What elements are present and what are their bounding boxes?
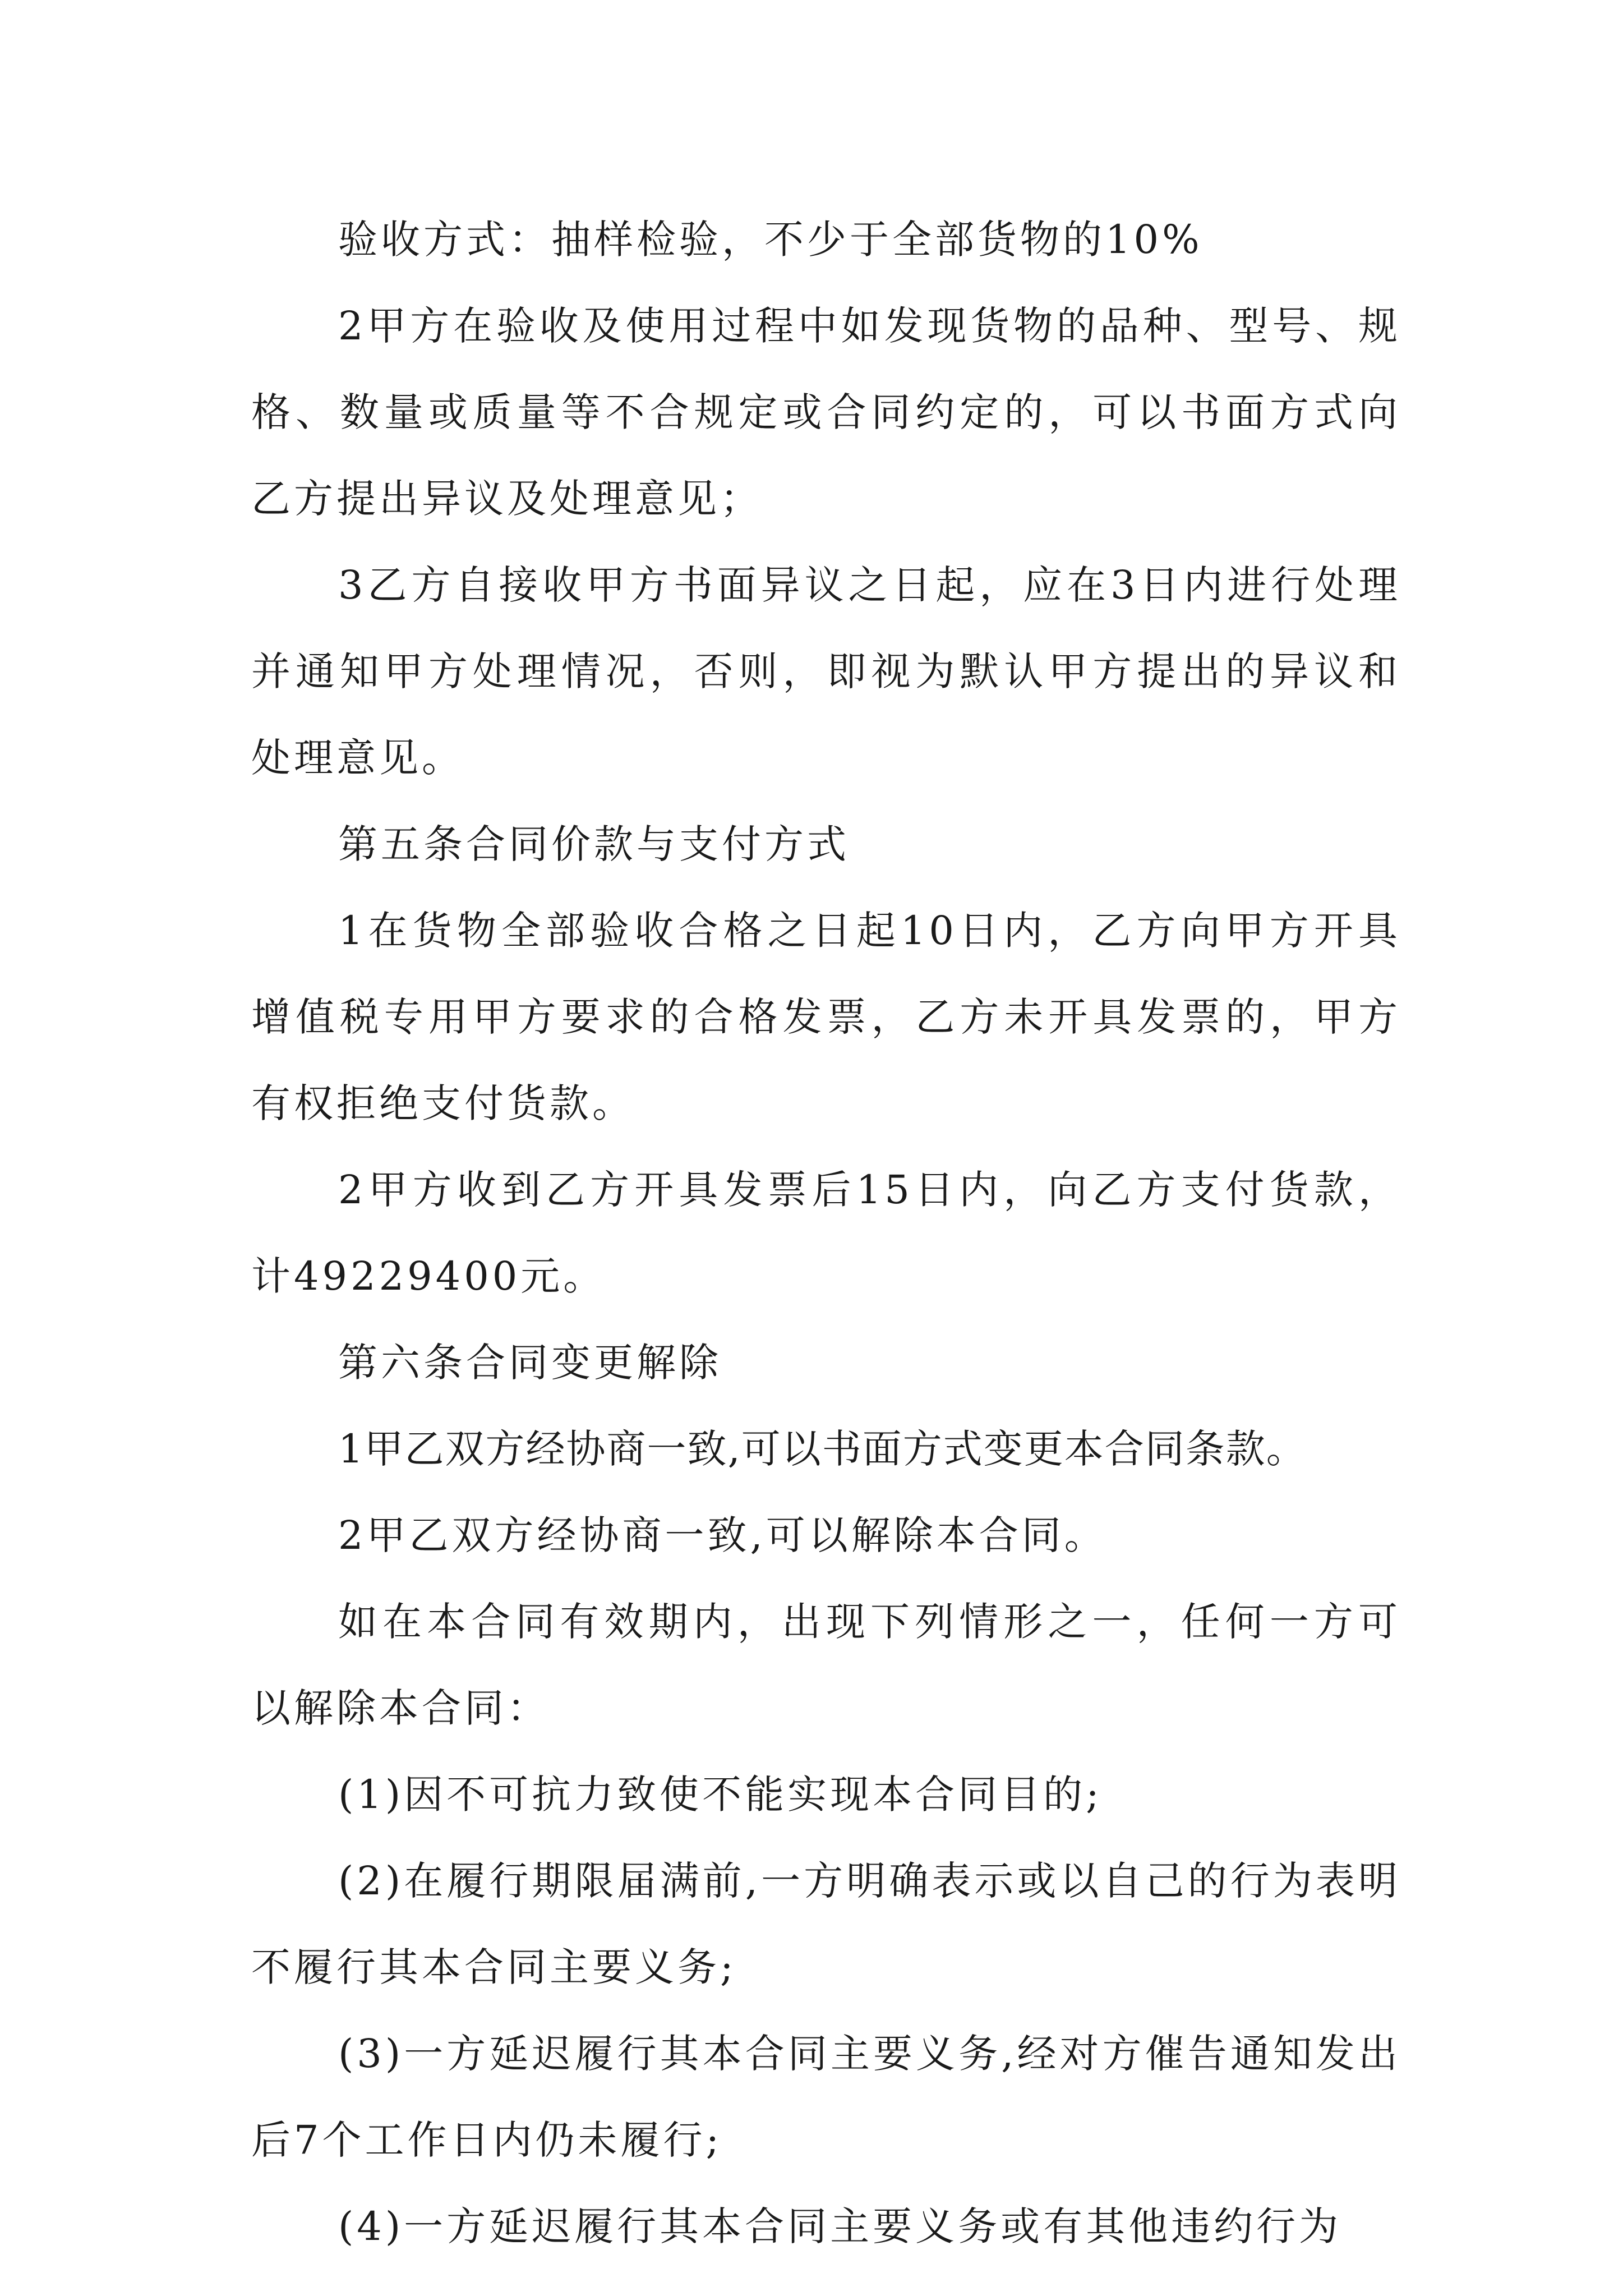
paragraph-acceptance-method: 验收方式：抽样检验，不少于全部货物的10%	[338, 217, 1203, 263]
paragraph-clause-5-2: 2甲方收到乙方开具发票后15日内，向乙方支付货款，计49229400元。	[251, 1167, 1401, 1299]
heading-article-5: 第五条合同价款与支付方式	[338, 821, 850, 867]
paragraph-termination-conditions: 如在本合同有效期内，出现下列情形之一，任何一方可以解除本合同：	[251, 1599, 1401, 1731]
paragraph-condition-1: (1)因不可抗力致使不能实现本合同目的;	[338, 1772, 1103, 1818]
paragraph-clause-6-2: 2甲乙双方经协商一致,可以解除本合同。	[338, 1512, 1107, 1558]
paragraph-clause-6-1: 1甲乙双方经协商一致,可以书面方式变更本合同条款。	[338, 1426, 1307, 1472]
paragraph-clause-5-1: 1在货物全部验收合格之日起10日内，乙方向甲方开具增值税专用甲方要求的合格发票，乙方未开具发票的，甲方有权拒绝支付货款。	[251, 908, 1401, 1126]
paragraph-condition-3: (3)一方延迟履行其本合同主要义务,经对方催告通知发出后7个工作日内仍未履行;	[251, 2031, 1401, 2163]
paragraph-condition-4: (4)一方延迟履行其本合同主要义务或有其他违约行为	[338, 2203, 1342, 2249]
paragraph-clause-4-2: 2甲方在验收及使用过程中如发现货物的品种、型号、规格、数量或质量等不合规定或合同约定的，可以书面方式向乙方提出异议及处理意见；	[251, 303, 1401, 522]
paragraph-clause-4-3: 3乙方自接收甲方书面异议之日起，应在3日内进行处理并通知甲方处理情况，否则，即视为默认甲方提出的异议和处理意见。	[251, 562, 1401, 781]
heading-article-6: 第六条合同变更解除	[338, 1340, 722, 1386]
document-body	[251, 196, 1401, 2270]
paragraph-condition-2: (2)在履行期限届满前,一方明确表示或以自己的行为表明不履行其本合同主要义务;	[251, 1858, 1401, 1990]
